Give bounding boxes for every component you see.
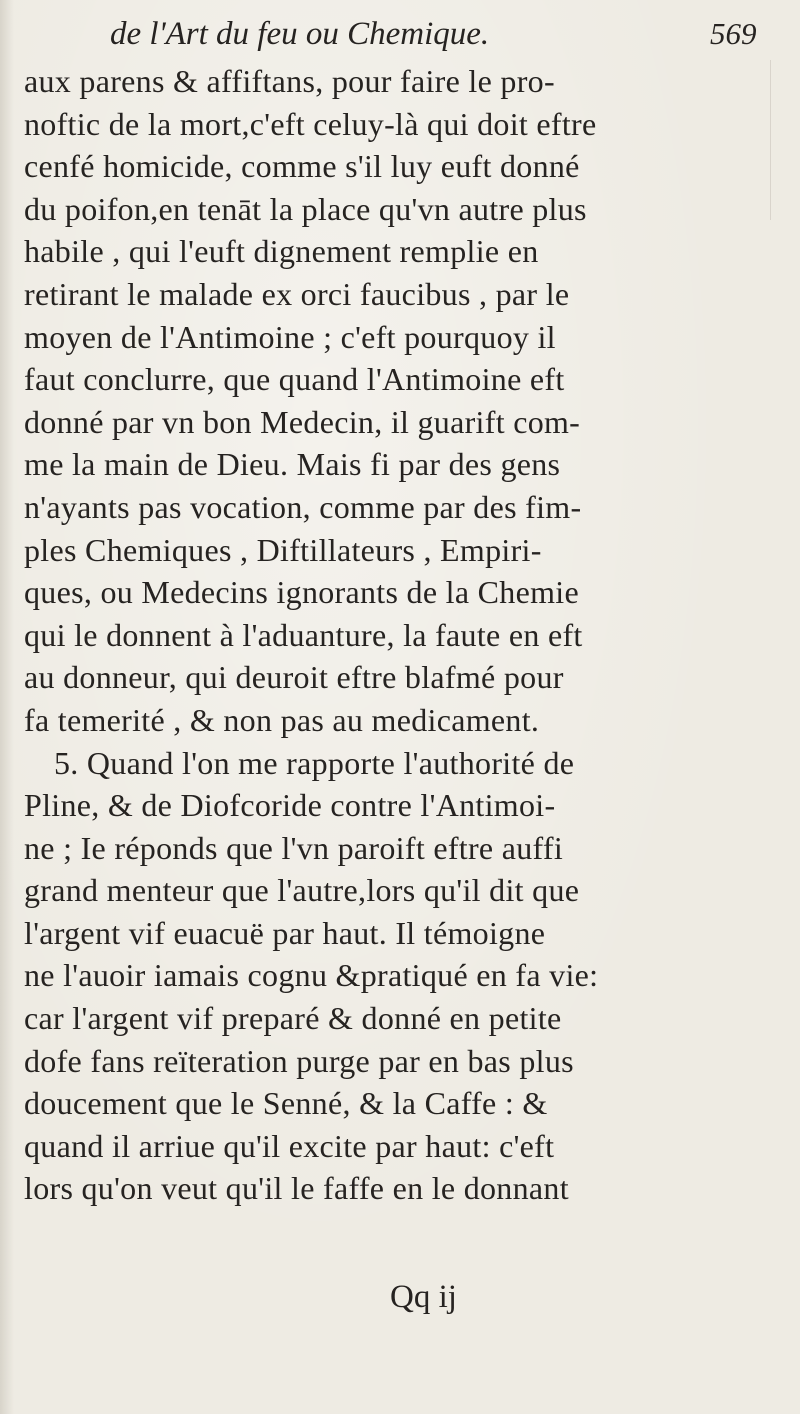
text-line: quand il arriue qu'il excite par haut: c'eft xyxy=(24,1127,555,1164)
text-line: faut conclurre, que quand l'Antimoine eft xyxy=(24,361,565,398)
text-line: doucement que le Senné, & la Caffe : & xyxy=(24,1085,548,1122)
text-line: car l'argent vif preparé & donné en petite xyxy=(24,1000,562,1037)
text-line: ples Chemiques , Diftillateurs , Empiri- xyxy=(24,531,542,568)
text-line: moyen de l'Antimoine ; c'eft pourquoy il xyxy=(24,318,556,355)
text-line: fa temerité , & non pas au medicament. xyxy=(24,701,540,738)
text-line: Pline, & de Diofcoride contre l'Antimoi- xyxy=(24,787,556,824)
text-line: l'argent vif euacuë par haut. Il témoigne xyxy=(24,914,546,951)
text-line: me la main de Dieu. Mais fi par des gens xyxy=(24,446,561,483)
text-line: dofe fans reïteration purge par en bas plus xyxy=(24,1042,574,1079)
paragraph-start-line: 5. Quand l'on me rapporte l'authorité de xyxy=(54,744,575,781)
text-line: ne ; Ie réponds que l'vn paroift eftre auffi xyxy=(24,829,564,866)
text-line: du poifon,en tenāt la place qu'vn autre plus xyxy=(24,190,587,227)
text-line: ques, ou Medecins ignorants de la Chemie xyxy=(24,574,579,611)
text-line: cenfé homicide, comme s'il luy euft donné xyxy=(24,148,580,185)
text-line: aux parens & affiftans, pour faire le pro- xyxy=(24,63,555,99)
page-number: 569 xyxy=(710,16,757,51)
text-line: noftic de la mort,c'eft celuy-là qui doit eftre xyxy=(24,105,597,142)
text-line: lors qu'on veut qu'il le faffe en le donnant xyxy=(24,1170,569,1207)
text-line: habile , qui l'euft dignement remplie en xyxy=(24,233,539,270)
body-text xyxy=(24,60,792,1210)
text-line: ne l'auoir iamais cognu &pratiqué en fa vie: xyxy=(24,957,599,994)
running-title: de l'Art du feu ou Chemique. xyxy=(110,16,490,52)
signature-mark: Qq ij xyxy=(390,1279,457,1315)
binding-edge xyxy=(0,0,14,1414)
text-line: grand menteur que l'autre,lors qu'il dit que xyxy=(24,872,580,909)
text-line: donné par vn bon Medecin, il guarift com- xyxy=(24,403,581,440)
text-line: au donneur, qui deuroit eftre blafmé pour xyxy=(24,659,564,696)
text-line: retirant le malade ex orci faucibus , par le xyxy=(24,275,570,312)
text-line: qui le donnent à l'aduanture, la faute en eft xyxy=(24,616,583,653)
text-line: n'ayants pas vocation, comme par des fim- xyxy=(24,488,582,525)
